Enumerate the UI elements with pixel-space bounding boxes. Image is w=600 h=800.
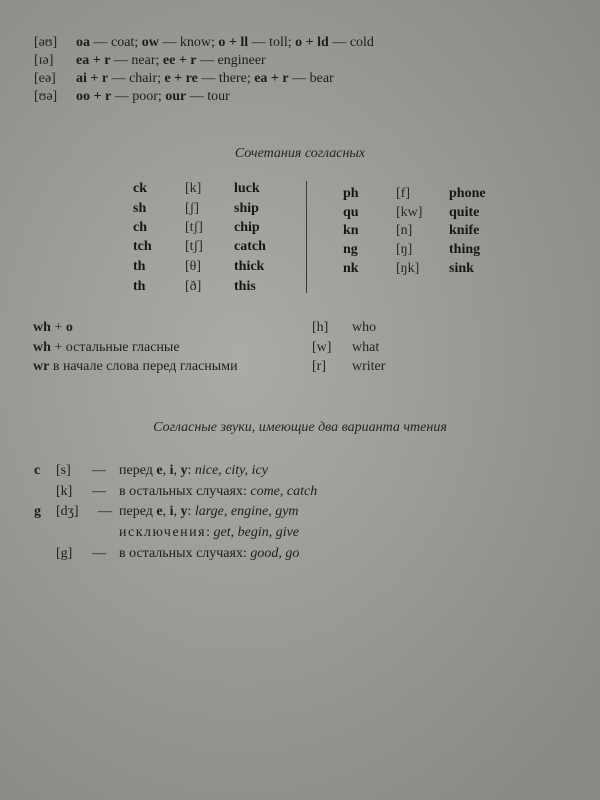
vowel-rule-text: oo + r — poor; our — tour <box>76 89 230 104</box>
vowel-ipa: [ʊə] <box>34 89 58 104</box>
transcription: [ŋ] <box>396 242 413 257</box>
letter-combination: qu <box>343 205 359 220</box>
consonant-letter: g <box>34 504 41 519</box>
example-word: thick <box>234 259 265 274</box>
rule-label: wh + o <box>33 320 73 335</box>
transcription: [k] <box>185 181 202 196</box>
rule-text: перед e, i, y: large, engine, gym <box>119 504 299 519</box>
rule-text: перед e, i, y: nice, city, icy <box>119 463 268 478</box>
transcription: [r] <box>312 359 326 374</box>
transcription: [n] <box>396 223 413 238</box>
rule-text: в остальных случаях: good, go <box>119 546 300 561</box>
letter-combination: nk <box>343 261 359 276</box>
rule-label: wh + остальные гласные <box>33 340 180 355</box>
consonant-letter: c <box>34 463 41 478</box>
dash: — <box>92 546 106 561</box>
transcription: [θ] <box>185 259 202 274</box>
example-word: what <box>352 340 380 355</box>
example-word: this <box>234 279 256 294</box>
vowel-ipa: [ɪə] <box>34 53 54 68</box>
exception-text: исключения: get, begin, give <box>119 525 300 540</box>
example-word: writer <box>352 359 386 374</box>
example-word: chip <box>234 220 260 235</box>
table-divider <box>306 181 307 293</box>
vowel-ipa: [əʊ] <box>34 35 58 50</box>
transcription: [tʃ] <box>185 239 203 254</box>
letter-combination: ch <box>133 220 147 235</box>
transcription: [kw] <box>396 205 423 220</box>
dash: — <box>98 504 112 519</box>
transcription: [g] <box>56 546 73 561</box>
vowel-rule-text: oa — coat; ow — know; o + ll — toll; o + ld — cold <box>76 35 374 50</box>
example-word: phone <box>449 186 486 201</box>
transcription: [h] <box>312 320 329 335</box>
example-word: ship <box>234 201 259 216</box>
dash: — <box>92 484 106 499</box>
example-word: quite <box>449 205 480 220</box>
example-word: thing <box>449 242 481 257</box>
example-word: luck <box>234 181 260 196</box>
letter-combination: ng <box>343 242 358 257</box>
letter-combination: th <box>133 259 146 274</box>
dash: — <box>92 463 106 478</box>
section-heading-consonant-combinations: Сочетания согласных <box>234 146 366 161</box>
transcription: [k] <box>56 484 73 499</box>
vowel-ipa: [eə] <box>34 71 56 86</box>
letter-combination: sh <box>133 201 147 216</box>
rule-label: wr в начале слова перед гласными <box>33 359 238 374</box>
vowel-rule-text: ea + r — near; ee + r — engineer <box>76 53 266 68</box>
transcription: [f] <box>396 186 410 201</box>
section-heading-two-readings: Согласные звуки, имеющие два варианта чтения <box>153 420 447 435</box>
transcription: [s] <box>56 463 71 478</box>
transcription: [ʃ] <box>185 201 199 216</box>
letter-combination: th <box>133 279 146 294</box>
example-word: knife <box>449 223 480 238</box>
transcription: [ŋk] <box>396 261 420 276</box>
vowel-rule-text: ai + r — chair; e + re — there; ea + r — bear <box>76 71 334 86</box>
letter-combination: ph <box>343 186 359 201</box>
transcription: [w] <box>312 340 332 355</box>
transcription: [ð] <box>185 279 202 294</box>
letter-combination: tch <box>133 239 152 254</box>
example-word: sink <box>449 261 474 276</box>
transcription: [tʃ] <box>185 220 203 235</box>
rule-text: в остальных случаях: come, catch <box>119 484 318 499</box>
letter-combination: kn <box>343 223 359 238</box>
letter-combination: ck <box>133 181 147 196</box>
example-word: catch <box>234 239 266 254</box>
transcription: [dʒ] <box>56 504 79 519</box>
example-word: who <box>352 320 377 335</box>
